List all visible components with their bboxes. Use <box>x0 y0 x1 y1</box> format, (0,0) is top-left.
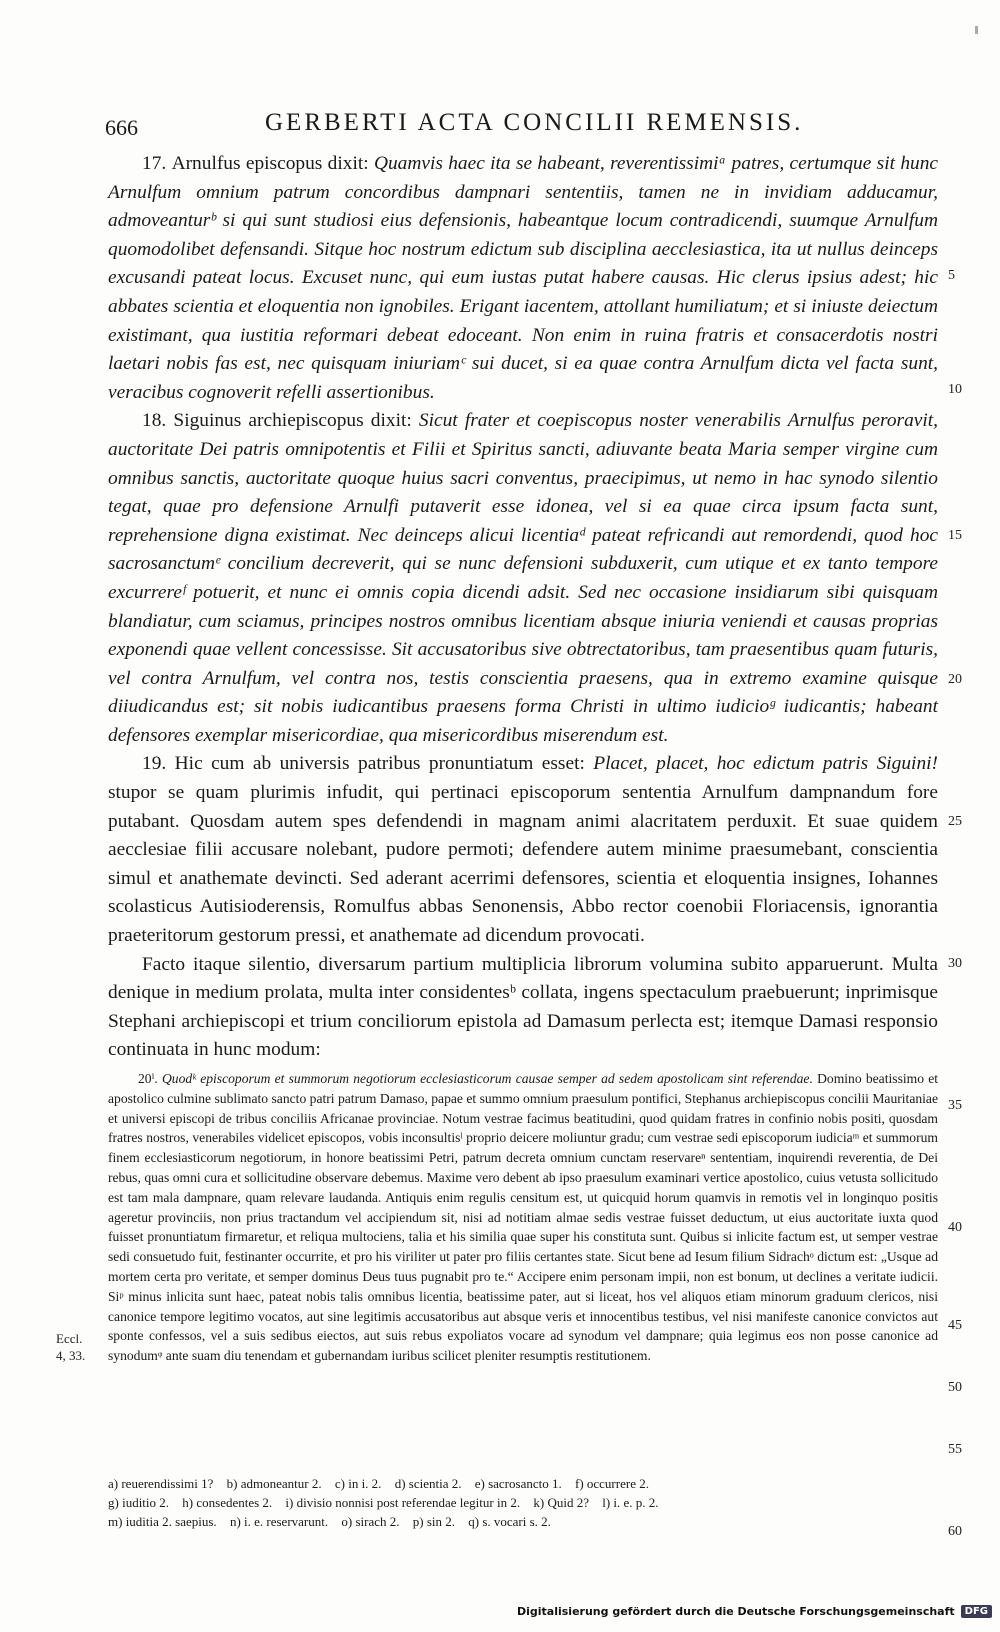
page-header <box>95 105 955 141</box>
margin-reference-book: Eccl. <box>56 1331 83 1346</box>
footnote-e: e) sacrosancto 1. <box>474 1476 562 1491</box>
letter-text: Domino beatissimo et apostolico culmine sublimato sancto patri patrum Damaso, papae et summo omnium praesulum pontifici, Stephanus archiepiscopus concilii Mauritaniae et universi episcopi de tribus conciliis Africanae provinciae. Notum vestrae facimus beatitudini, quod quidam fratres in confinio nobis positi, quosdam fratres nostros, venerabiles videlicet episcopos, vobis inconsultisˡ proprio deicere moliuntur gradu; cum vestrae sedi episcoporum iudiciaᵐ et summorum finem ecclesiasticorum negotiorum, in honore beatissimi Petri, patrum decreta omnium cunctam reservareⁿ sententiam, inquirendi reverentia, de Dei rebus, quas omni cura et sollicitudine observare debemus. Maxime vero debent ab ipso praesulum examinari vertice apostolico, cuius vetusta sollicitudo est tam mala dampnare, quam relevare laudanda. Antiquis enim regulis censitum est, ut quicquid horum quamvis in remotis vel in longinquo positis ageretur provinciis, non prius tractandum vel accipiendum sit, nisi ad notitiam almae sedis vestrae fuisset deductum, ut eius auctoritate iuxta quod fuisset pronuntiatum firmaretur, et reliqua multociens, talia et his similia quae super his constituta sunt. Quibus si inlicite factum est, ut semper vestrae sedi consuetudo fuit, festinanter occurrite, et pro his viriliter ut pater pro filiis certantes state. Sicut bene ad Iesum filium Sidrachᵒ dictum est: „Usque ad mortem certa pro veritate, et semper dominus Deus tuus pugnabit pro te.“ Accipere enim personam impii, non est bonum, ut declines a veritate iudicii. Siᵖ minus inlicita sunt haec, pateat nobis talis omnibus licentia, beatissime pater, aut si liceat, hos vel aliquos etiam minorum graduum clericos, nisi canonice tempore legitimo vocatos, aut sine legitimis accusatoribus aut absque veris et innocentibus testibus, vel nisi manifeste canonice convictos aut sponte confessos, vel a suis sedibus eiectos, aut suis rebus expoliatos vocare ad synodum vel dampnare; quia legimus eos non posse canonice ad synodumᵠ ante suam diu tenendam et gubernandam iuribus scilicet pleniter resumptis restitutionem. <box>108 1071 939 1364</box>
footnote-o: o) sirach 2. <box>341 1514 400 1529</box>
footnote-h: h) consedentes 2. <box>182 1495 273 1510</box>
footnote-m: m) iuditia 2. saepius. <box>108 1514 217 1529</box>
credit-text: Digitalisierung gefördert durch die Deutsche Forschungsgemeinschaft <box>516 1604 955 1618</box>
speaker: Arnulfus episcopus dixit: <box>171 153 369 174</box>
footnote-i: i) divisio nonnisi post referendae legitur in 2. <box>285 1495 521 1510</box>
footnote-row <box>108 1493 938 1512</box>
section-17 <box>108 150 938 407</box>
line-number-25: 25 <box>948 814 962 829</box>
section-19-continued: Facto itaque silentio, diversarum partium multiplicia librorum volumina subito apparuerunt. Multa denique in medium prolata, multa inter considentesᵇ collata, ingens spectaculum praebuerunt; inprimisque Stephani archiepiscopi et trium conciliorum epistola ad Damasum perlecta est; itemque Damasi responsio continuata in hunc modum: <box>108 953 938 1061</box>
footnote-g: g) iuditio 2. <box>108 1495 170 1510</box>
footnote-d: d) scientia 2. <box>394 1476 462 1491</box>
line-number-55: 55 <box>948 1442 962 1457</box>
section-number: 19. <box>142 753 167 775</box>
section-text: Quamvis haec ita se habeant, reverentissimiᵃ patres, certumque sit hunc Arnulfum omnium patrum concordibus dampnari sententiis, tamen ne in invidiam adducamur, admoveanturᵇ si qui sunt studiosi eius defensionis, habeantque locum contradicendi, suumque Arnulfum quomodolibet defensandi. Sitque hoc nostrum edictum sub disciplina aecclesiastica, ita ut nullus deinceps excusandi pateat locus. Excuset nunc, qui eum iustas putat habere causas. Hic clerus ipsius adest; hic abbates scientia et eloquentia non ignobiles. Erigant iacentem, attollant humiliatum; et si iniuste deiectum existimant, qua iustitia reformari debeat edoceant. Non enim in ruina fratris et consacerdotis nostri laetari nobis fas est, nec quisquam iniuriamᶜ sui ducet, si ea quae contra Arnulfum dicta vel facta sunt, veracibus cognoverit refelli assertionibus. <box>108 153 939 403</box>
section-20-letter <box>108 1069 938 1366</box>
footnote-row <box>108 1474 938 1493</box>
footnote-c: c) in i. 2. <box>334 1476 382 1491</box>
margin-reference <box>56 1330 85 1364</box>
letter-heading: Quodᵏ episcoporum et summorum negotiorum ecclesiasticorum causae semper ad sedem apostolicam sint referendae. <box>161 1071 813 1086</box>
line-number-30: 30 <box>948 956 962 971</box>
footnote-b: b) admoneantur 2. <box>226 1476 322 1491</box>
footnote-row <box>108 1512 938 1531</box>
section-quote: Placet, placet, hoc edictum patris Siguini! <box>593 753 938 775</box>
speaker: Siguinus archiepiscopus dixit: <box>173 410 412 432</box>
section-number: 20ⁱ. <box>138 1071 158 1086</box>
section-lead: Hic cum ab universis patribus pronuntiatum esset: <box>174 753 585 775</box>
footnote-p: p) sin 2. <box>412 1514 455 1529</box>
line-number-10: 10 <box>948 382 962 397</box>
running-title: GERBERTI ACTA CONCILII REMENSIS. <box>265 109 804 136</box>
section-number: 17. <box>142 153 167 174</box>
line-number-15: 15 <box>948 528 962 543</box>
section-text: stupor se quam plurimis infudit, qui pertinaci episcoporum sententia Arnulfum dampnandum fore putabant. Quosdam autem spes defendendi in magnam animi alacritatem perduxit. Et suae quidem aecclesiae filii accusare nolebant, pudore permoti; defendere autem minime praesumebant, conscientia simul et anathemate devincti. Sed aderant acerrimi defensores, scientia et eloquentia insignes, Iohannes scolasticus Autisioderensis, Romulfus abbas Senonensis, Abbo rector coenobii Floriacensis, ignorantia praeteritorum gestorum pressi, et anathemate ad dicendum provocati. <box>108 782 938 947</box>
section-19 <box>108 750 938 950</box>
footnote-n: n) i. e. reservarunt. <box>229 1514 329 1529</box>
scan-mark <box>975 26 978 34</box>
main-text <box>108 150 938 1366</box>
line-number-60: 60 <box>948 1524 962 1539</box>
footnote-l: l) i. e. p. 2. <box>602 1495 659 1510</box>
line-number-45: 45 <box>948 1318 962 1333</box>
page-number: 666 <box>105 115 138 140</box>
footnotes <box>108 1474 938 1531</box>
line-number-20: 20 <box>948 672 962 687</box>
digitization-credit <box>517 1602 992 1620</box>
line-number-5: 5 <box>948 268 955 283</box>
footnote-a: a) reuerendissimi 1? <box>108 1476 214 1491</box>
section-text: Sicut frater et coepiscopus noster venerabilis Arnulfus peroravit, auctoritate Dei patris omnipotentis et Filii et Spiritus sancti, adiuvante beata Maria semper virgine cum omnibus sanctis, auctoritate quoque huius sacri conventus, praecipimus, ut nemo in hac synodo silentio tegat, quae pro defensione Arnulfi putaverit esse idonea, vel si ea quae circa ipsum facta sunt, reprehensione digna existimat. Nec deinceps alicui licentiaᵈ pateat refricandi aut remordendi, quod hoc sacrosanctumᵉ concilium decreverit, qui se nunc defensioni subduxerit, cum utique et ex tanto tempore excurrereᶠ potuerit, et nunc ei omnis copia dicendi adsit. Sed nec occasione insidiarum sibi quisquam blandiatur, cum sciamus, principes nostros omnibus licentiam absque iniuria veniendi et causas proprias exponendi quae vellent concessisse. Sit accusatoribus sive obtrectatoribus, tam praesentibus quam futuris, vel contra Arnulfum, vel contra nos, testis conscientia praesens, qua in extremo examine quisque diiudicandus est; sit nobis iudicantibus praesens forma Christi in ultimo iudicioᵍ iudicantis; habeant defensores exemplar misericordiae, qua misericordibus miserendum est. <box>108 410 938 746</box>
footnote-f: f) occurrere 2. <box>574 1476 649 1491</box>
margin-reference-verse: 4, 33. <box>56 1348 86 1363</box>
line-number-35: 35 <box>948 1098 962 1113</box>
footnote-q: q) s. vocari s. 2. <box>468 1514 551 1529</box>
section-number: 18. <box>142 410 167 432</box>
line-number-40: 40 <box>948 1220 962 1235</box>
dfg-logo: DFG <box>961 1605 992 1618</box>
section-18 <box>108 407 938 750</box>
line-number-50: 50 <box>948 1380 962 1395</box>
footnote-k: k) Quid 2? <box>533 1495 589 1510</box>
